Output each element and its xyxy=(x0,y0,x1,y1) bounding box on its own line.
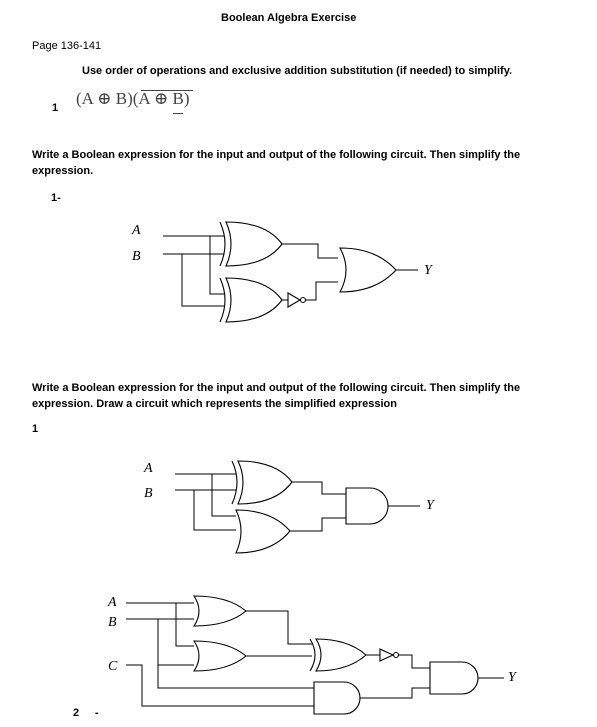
circuit1-label-b: B xyxy=(132,249,141,264)
circuit3-wire-b xyxy=(126,619,194,665)
circuit2-label-b: B xyxy=(144,486,153,501)
circuit3-or-gate-1 xyxy=(194,596,246,626)
circuit3-wire-c xyxy=(126,665,314,706)
circuit3-label-c: C xyxy=(108,659,118,674)
circuit2-and-gate xyxy=(346,488,388,524)
circuit1-xor-gate-top xyxy=(220,222,282,266)
circuit2-label-a: A xyxy=(144,461,153,476)
circuit3-xor-gate xyxy=(310,639,366,671)
circuit-3 xyxy=(107,595,518,714)
circuit2-wire-x2 xyxy=(290,518,346,531)
circuit3-wire-b-to-bottom-and xyxy=(158,665,314,688)
circuit-2 xyxy=(143,461,436,553)
circuit1-not-bubble xyxy=(301,298,306,303)
circuit3-or-gate-2 xyxy=(194,641,246,671)
section2-instruction-line2: expression. xyxy=(32,165,94,177)
circuit1-wire-not-out xyxy=(306,282,338,300)
circuit3-label-a: A xyxy=(108,595,117,610)
circuit1-not-gate xyxy=(288,293,300,307)
section1-instruction: Use order of operations and exclusive addition substitution (if needed) to simplify. xyxy=(82,65,513,77)
circuit2-or-gate xyxy=(236,510,290,553)
section3-instruction-line1: Write a Boolean expression for the input and output of the following circuit. Then simplify the xyxy=(32,382,521,394)
circuit1-wire-x1 xyxy=(282,244,338,258)
circuit2-label-y: Y xyxy=(426,498,434,513)
section3-instruction-line2: expression. Draw a circuit which represents the simplified expression xyxy=(32,398,397,410)
section3-item-number: 1 xyxy=(32,423,39,435)
circuit1-wire-a xyxy=(163,236,224,294)
circuit2-wire-x1 xyxy=(292,482,346,494)
page-title: Boolean Algebra Exercise xyxy=(221,12,357,24)
section3-item2-number: 2 xyxy=(73,707,80,719)
circuit3-label-y: Y xyxy=(508,670,516,685)
circuit1-xor-gate-bottom xyxy=(220,278,282,322)
circuit3-wire-and-bottom-out xyxy=(360,688,430,698)
circuit-1 xyxy=(131,222,434,322)
section1-item-number: 1 xyxy=(52,102,59,114)
section2-instruction-line1: Write a Boolean expression for the input and output of the following circuit. Then simplify the xyxy=(32,149,521,161)
section3-item2-dash: - xyxy=(95,707,99,719)
circuit3-and-gate-bottom xyxy=(314,682,360,714)
circuit2-xor-gate xyxy=(232,461,292,504)
circuit3-wire-or1-out xyxy=(246,611,312,644)
circuit1-label-y: Y xyxy=(424,263,432,278)
circuit3-wire-not-out xyxy=(399,655,430,668)
page-reference: Page 136-141 xyxy=(32,40,102,52)
circuit2-wire-b xyxy=(175,490,236,530)
circuit1-label-a: A xyxy=(132,223,141,238)
circuit1-output-gate xyxy=(340,248,396,292)
circuit3-wire-a xyxy=(126,603,194,646)
section2-item-number: 1- xyxy=(51,192,61,204)
circuit2-wire-a xyxy=(175,474,236,516)
circuit3-not-gate xyxy=(380,649,393,661)
circuit3-label-b: B xyxy=(108,615,117,630)
circuit1-wire-b xyxy=(163,254,224,306)
xor-expression-text: (A ⊕ B)(A ⊕ B) xyxy=(76,89,190,108)
circuit3-and-gate-final xyxy=(430,662,478,694)
